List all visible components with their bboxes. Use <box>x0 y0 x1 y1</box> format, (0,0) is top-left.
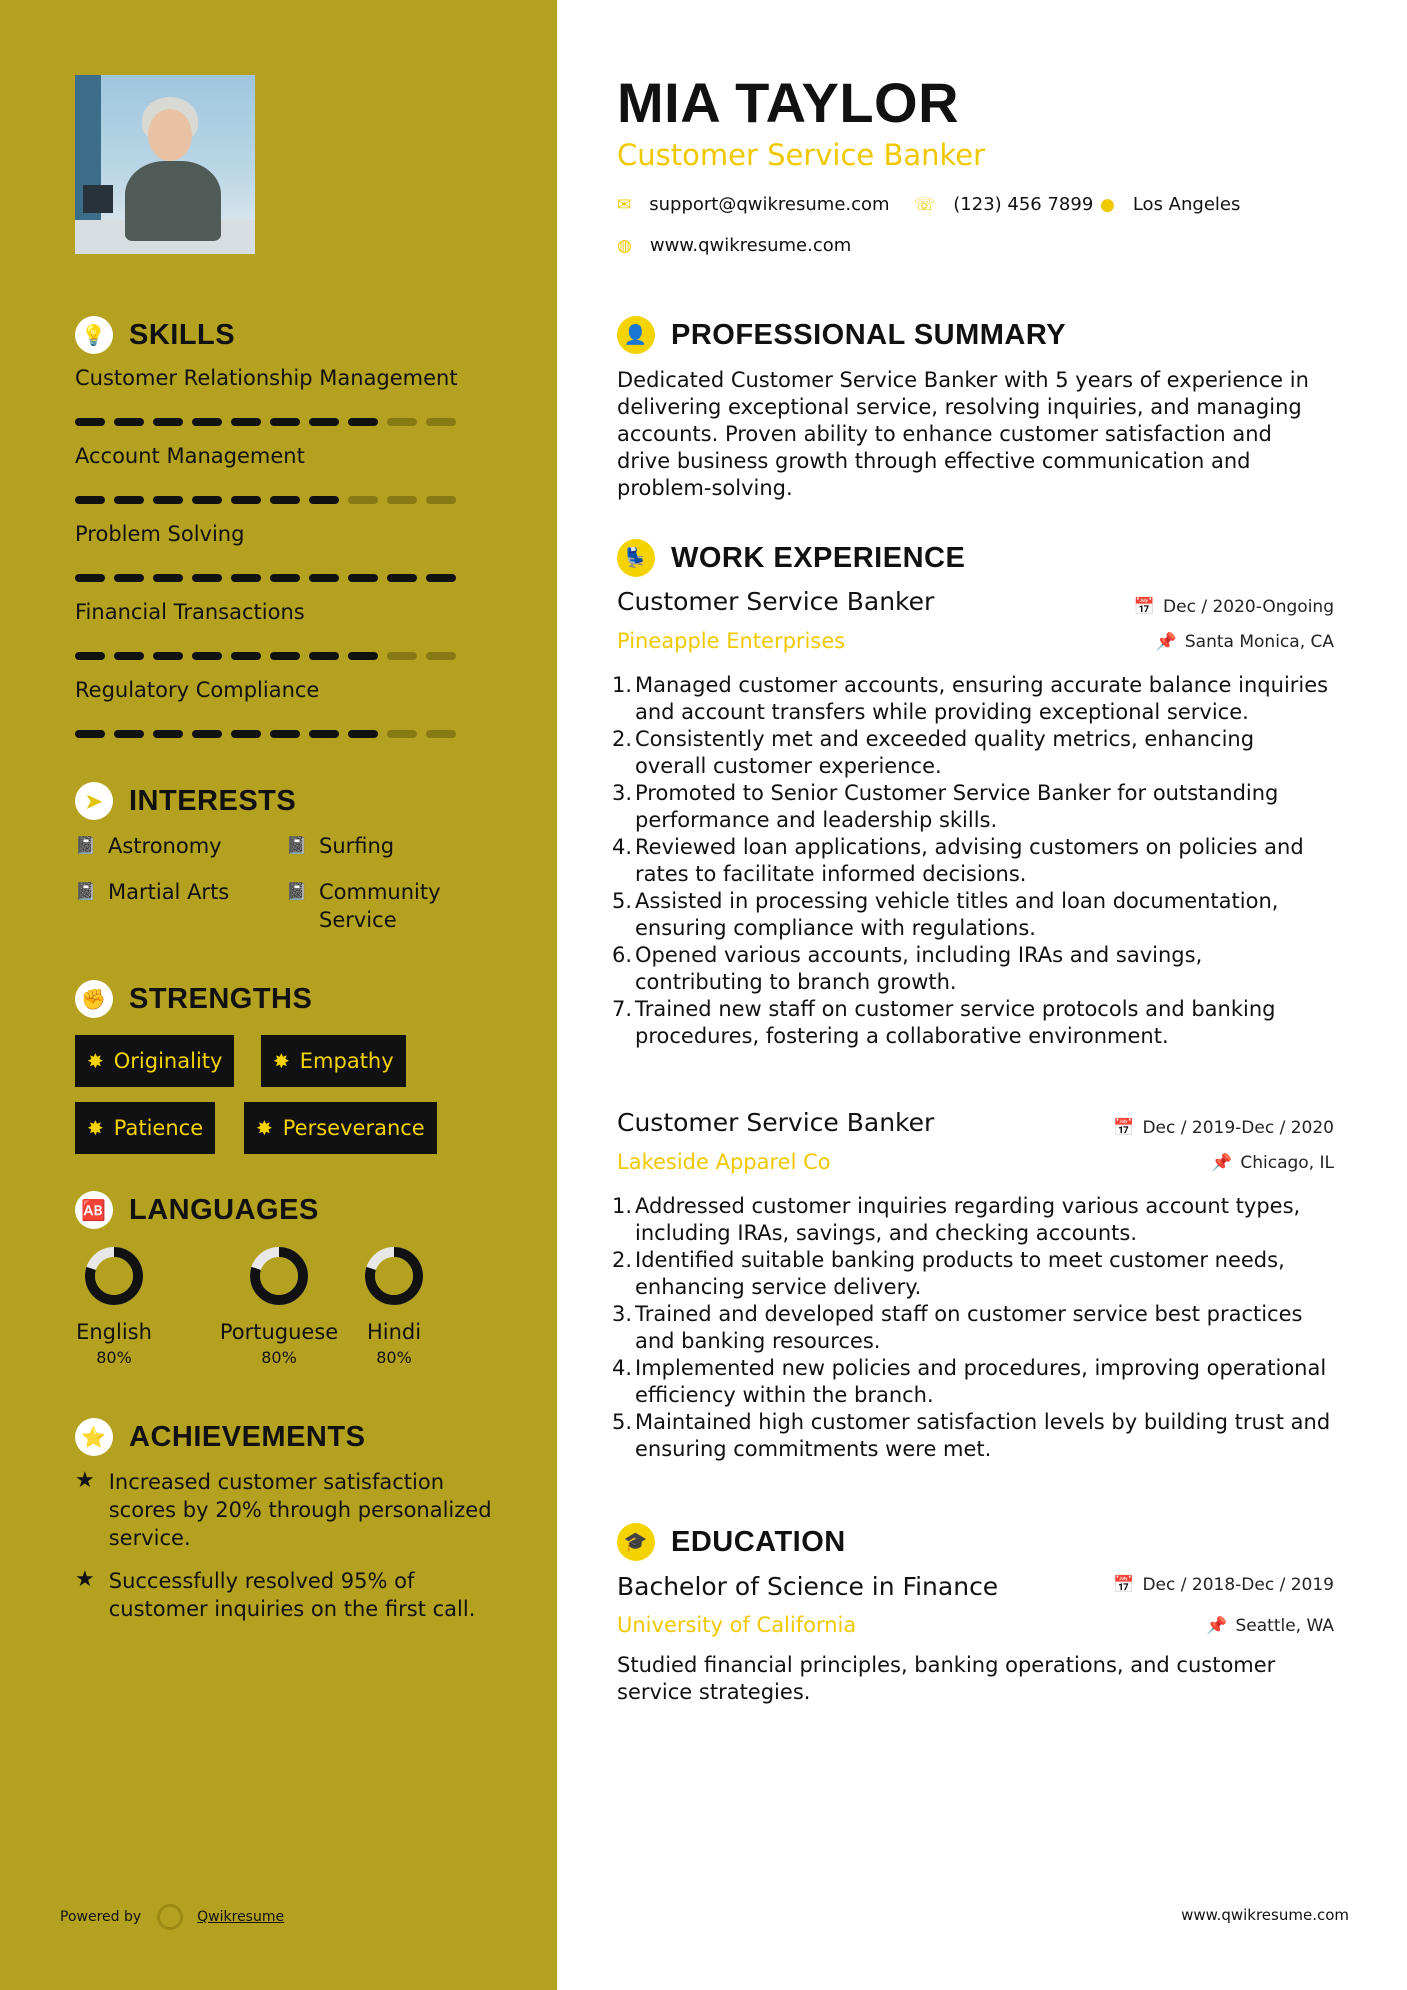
skill-name: Problem Solving <box>75 522 245 546</box>
donut-hole <box>375 1257 413 1295</box>
language-card-icon: 🆎 <box>75 1191 113 1229</box>
bullet-text: Consistently met and exceeded quality metrics, enhancing overall customer experience. <box>635 727 1255 778</box>
job-company: Lakeside Apparel Co <box>617 1150 831 1174</box>
star-icon: ★ <box>75 1567 95 1592</box>
sun-icon: ✸ <box>256 1116 273 1140</box>
skill-level-dash <box>153 652 183 660</box>
skill-level-bar <box>75 574 455 582</box>
skill-name: Customer Relationship Management <box>75 366 458 390</box>
bullet-number: 5. <box>612 1410 633 1434</box>
bullet-text: Promoted to Senior Customer Service Banker for outstanding performance and leadership skills. <box>635 781 1279 832</box>
bullet-text: Trained and developed staff on customer service best practices and banking resources. <box>635 1302 1303 1353</box>
skill-level-dash <box>114 496 144 504</box>
education-location: 📌 Seattle, WA <box>1206 1616 1334 1636</box>
skill-name: Financial Transactions <box>75 600 305 624</box>
job-company: Pineapple Enterprises <box>617 629 846 653</box>
skill-level-dash <box>231 574 261 582</box>
job-location: 📌 Chicago, IL <box>1211 1153 1334 1173</box>
bullet-number: 4. <box>612 1356 633 1380</box>
skill-name: Regulatory Compliance <box>75 678 320 702</box>
skill-level-dash <box>192 652 222 660</box>
skill-level-bar <box>75 418 455 426</box>
skill-level-dash <box>309 574 339 582</box>
contact-phone: ☏ (123) 456 7899 <box>914 194 1094 215</box>
job-dates: 📅 Dec / 2019-Dec / 2020 <box>1113 1118 1334 1138</box>
bullet-number: 1. <box>612 1194 633 1218</box>
skill-level-dash <box>348 730 378 738</box>
person-name: MIA TAYLOR <box>617 71 960 134</box>
job-bullet <box>612 942 1332 996</box>
job-title: Customer Service Banker <box>617 587 935 616</box>
job-bullet-list <box>612 1193 1332 1463</box>
book-icon: 📓 <box>286 882 308 902</box>
skill-level-dash <box>114 418 144 426</box>
skill-level-dash <box>348 496 378 504</box>
skill-level-dash <box>426 730 456 738</box>
contact-website: ◍ www.qwikresume.com <box>617 235 852 256</box>
education-description: Studied financial principles, banking operations, and customer service strategies. <box>617 1653 1276 1704</box>
sidebar <box>0 0 557 1990</box>
skill-level-dash <box>192 730 222 738</box>
skill-level-dash <box>192 418 222 426</box>
calendar-icon: 📅 <box>1133 597 1156 617</box>
job-bullet <box>612 1409 1332 1463</box>
skill-level-dash <box>387 574 417 582</box>
education-heading: 🎓 EDUCATION <box>617 1523 846 1561</box>
achievements-heading: ⭐ ACHIEVEMENTS <box>75 1418 365 1456</box>
bullet-text: Identified suitable banking products to meet customer needs, enhancing service delivery. <box>635 1248 1285 1299</box>
skill-level-dash <box>387 652 417 660</box>
achievement-item: ★ Successfully resolved 95% of customer inquiries on the first call. <box>75 1567 476 1621</box>
profile-photo <box>75 75 255 254</box>
calendar-icon: 📅 <box>1113 1118 1135 1138</box>
skill-level-dash <box>270 652 300 660</box>
strength-badge: ✸ Empathy <box>261 1035 406 1087</box>
skill-level-dash <box>231 652 261 660</box>
strength-badge: ✸ Originality <box>75 1035 234 1087</box>
skill-level-bar <box>75 496 455 504</box>
donut-hole <box>95 1257 133 1295</box>
degree-title: Bachelor of Science in Finance <box>617 1572 999 1601</box>
language-item: Portuguese 80% <box>204 1246 354 1367</box>
donut-hole <box>260 1257 298 1295</box>
interest-item: 📓 Community Service <box>286 880 441 932</box>
skill-level-dash <box>387 418 417 426</box>
powered-by: Powered by Qwikresume <box>60 1904 284 1930</box>
bullet-text: Managed customer accounts, ensuring accurate balance inquiries and account transfers while providing exceptional service. <box>635 673 1329 724</box>
skill-level-dash <box>75 574 105 582</box>
skill-level-bar <box>75 730 455 738</box>
contact-location: ● Los Angeles <box>1100 194 1241 215</box>
star-icon: ★ <box>75 1468 95 1493</box>
languages-heading: 🆎 LANGUAGES <box>75 1191 319 1229</box>
sun-icon: ✸ <box>87 1049 104 1073</box>
contact-email: ✉ support@qwikresume.com <box>617 194 890 215</box>
skill-level-dash <box>114 730 144 738</box>
skill-level-dash <box>153 730 183 738</box>
pushpin-icon: 📌 <box>1206 1616 1228 1636</box>
bullet-text: Addressed customer inquiries regarding various account types, including IRAs, savings, and checking accounts. <box>635 1194 1301 1245</box>
strengths-heading: ✊ STRENGTHS <box>75 980 312 1018</box>
interests-heading: ➤ INTERESTS <box>75 782 296 820</box>
bullet-number: 1. <box>612 673 633 697</box>
skill-level-dash <box>387 730 417 738</box>
sun-icon: ✸ <box>273 1049 290 1073</box>
job-bullet <box>612 1193 1332 1247</box>
skill-level-dash <box>348 652 378 660</box>
fist-icon: ✊ <box>75 980 113 1018</box>
sun-icon: ✸ <box>87 1116 104 1140</box>
job-bullet-list <box>612 672 1332 1050</box>
bullet-number: 2. <box>612 1248 633 1272</box>
school-name: University of California <box>617 1613 857 1637</box>
bullet-text: Trained new staff on customer service protocols and banking procedures, fostering a collaborative environment. <box>635 997 1276 1048</box>
bullet-number: 6. <box>612 943 633 967</box>
book-icon: 📓 <box>75 836 97 856</box>
language-level-donut <box>364 1246 424 1306</box>
star-badge-icon: ⭐ <box>75 1418 113 1456</box>
brand-link[interactable]: Qwikresume <box>197 1909 285 1925</box>
bullet-number: 5. <box>612 889 633 913</box>
skill-level-dash <box>75 652 105 660</box>
skill-level-dash <box>114 652 144 660</box>
bullet-number: 4. <box>612 835 633 859</box>
footer-website[interactable]: www.qwikresume.com <box>1181 1906 1349 1924</box>
qwikresume-logo-icon <box>157 1904 183 1930</box>
book-icon: 📓 <box>286 836 308 856</box>
bullet-number: 3. <box>612 781 633 805</box>
bullet-number: 7. <box>612 997 633 1021</box>
envelope-icon: ✉ <box>617 194 632 215</box>
skill-level-dash <box>231 418 261 426</box>
job-bullet <box>612 1247 1332 1301</box>
skill-level-dash <box>75 418 105 426</box>
job-bullet <box>612 726 1332 780</box>
education-dates: 📅 Dec / 2018-Dec / 2019 <box>1113 1575 1334 1595</box>
skill-level-dash <box>114 574 144 582</box>
skill-level-dash <box>75 730 105 738</box>
job-bullet <box>612 834 1332 888</box>
bullet-text: Reviewed loan applications, advising customers on policies and rates to facilitate informed decisions. <box>635 835 1304 886</box>
skill-level-dash <box>426 574 456 582</box>
bullet-text: Implemented new policies and procedures, improving operational efficiency within the branch. <box>635 1356 1327 1407</box>
office-chair-icon: 💺 <box>617 539 655 577</box>
skill-level-dash <box>387 496 417 504</box>
summary-text: Dedicated Customer Service Banker with 5 years of experience in delivering exceptional service, resolving inquiries, and managing accounts. Proven ability to enhance customer satisfaction and drive business growth through effective communication and problem-solving. <box>617 368 1309 500</box>
language-item: Hindi 80% <box>344 1246 444 1367</box>
bullet-text: Assisted in processing vehicle titles and loan documentation, ensuring compliance with regulations. <box>635 889 1279 940</box>
skill-level-dash <box>426 496 456 504</box>
bullet-text: Opened various accounts, including IRAs and savings, contributing to branch growth. <box>635 943 1203 994</box>
skill-level-dash <box>426 418 456 426</box>
skill-level-dash <box>75 496 105 504</box>
job-bullet <box>612 996 1332 1050</box>
person-role: Customer Service Banker <box>617 138 986 172</box>
lightbulb-icon: 💡 <box>75 316 113 354</box>
job-bullet <box>612 1301 1332 1355</box>
interest-item: 📓 Surfing <box>286 834 395 858</box>
skill-level-dash <box>309 496 339 504</box>
globe-icon: ◍ <box>617 235 632 256</box>
language-item: English 80% <box>64 1246 164 1367</box>
skill-level-dash <box>231 496 261 504</box>
skill-level-dash <box>192 574 222 582</box>
skill-level-dash <box>153 574 183 582</box>
skill-level-dash <box>309 730 339 738</box>
bullet-number: 2. <box>612 727 633 751</box>
graduate-icon: 🎓 <box>617 1523 655 1561</box>
skill-level-dash <box>192 496 222 504</box>
skill-level-dash <box>309 652 339 660</box>
strength-badge: ✸ Perseverance <box>244 1102 437 1154</box>
pushpin-icon: 📌 <box>1155 632 1177 652</box>
skill-level-dash <box>270 730 300 738</box>
achievement-item: ★ Increased customer satisfaction scores by 20% through personalized service. <box>75 1468 492 1550</box>
skill-level-dash <box>153 418 183 426</box>
user-icon: 👤 <box>617 316 655 354</box>
summary-heading: 👤 PROFESSIONAL SUMMARY <box>617 316 1066 354</box>
job-location: 📌 Santa Monica, CA <box>1155 632 1334 652</box>
interest-item: 📓 Martial Arts <box>75 880 230 904</box>
map-pin-icon: ● <box>1100 194 1115 215</box>
skill-level-dash <box>309 418 339 426</box>
skill-level-dash <box>153 496 183 504</box>
job-bullet <box>612 888 1332 942</box>
bullet-number: 3. <box>612 1302 633 1326</box>
skill-name: Account Management <box>75 444 305 468</box>
pushpin-icon: 📌 <box>1211 1153 1233 1173</box>
job-bullet <box>612 780 1332 834</box>
strength-badge: ✸ Patience <box>75 1102 215 1154</box>
job-bullet <box>612 672 1332 726</box>
phone-icon: ☏ <box>914 194 936 215</box>
skills-heading: 💡 SKILLS <box>75 316 235 354</box>
job-title: Customer Service Banker <box>617 1108 935 1137</box>
calendar-icon: 📅 <box>1113 1575 1135 1595</box>
skill-level-dash <box>348 418 378 426</box>
experience-heading: 💺 WORK EXPERIENCE <box>617 539 965 577</box>
skill-level-dash <box>270 418 300 426</box>
interest-item: 📓 Astronomy <box>75 834 222 858</box>
skill-level-dash <box>270 574 300 582</box>
bullet-text: Maintained high customer satisfaction levels by building trust and ensuring commitments were met. <box>635 1410 1331 1461</box>
job-dates: 📅 Dec / 2020-Ongoing <box>1133 597 1334 617</box>
paper-plane-icon: ➤ <box>75 782 113 820</box>
skill-level-dash <box>348 574 378 582</box>
skill-level-bar <box>75 652 455 660</box>
skill-level-dash <box>231 730 261 738</box>
language-level-donut <box>84 1246 144 1306</box>
skill-level-dash <box>426 652 456 660</box>
book-icon: 📓 <box>75 882 97 902</box>
language-level-donut <box>249 1246 309 1306</box>
skill-level-dash <box>270 496 300 504</box>
job-bullet <box>612 1355 1332 1409</box>
